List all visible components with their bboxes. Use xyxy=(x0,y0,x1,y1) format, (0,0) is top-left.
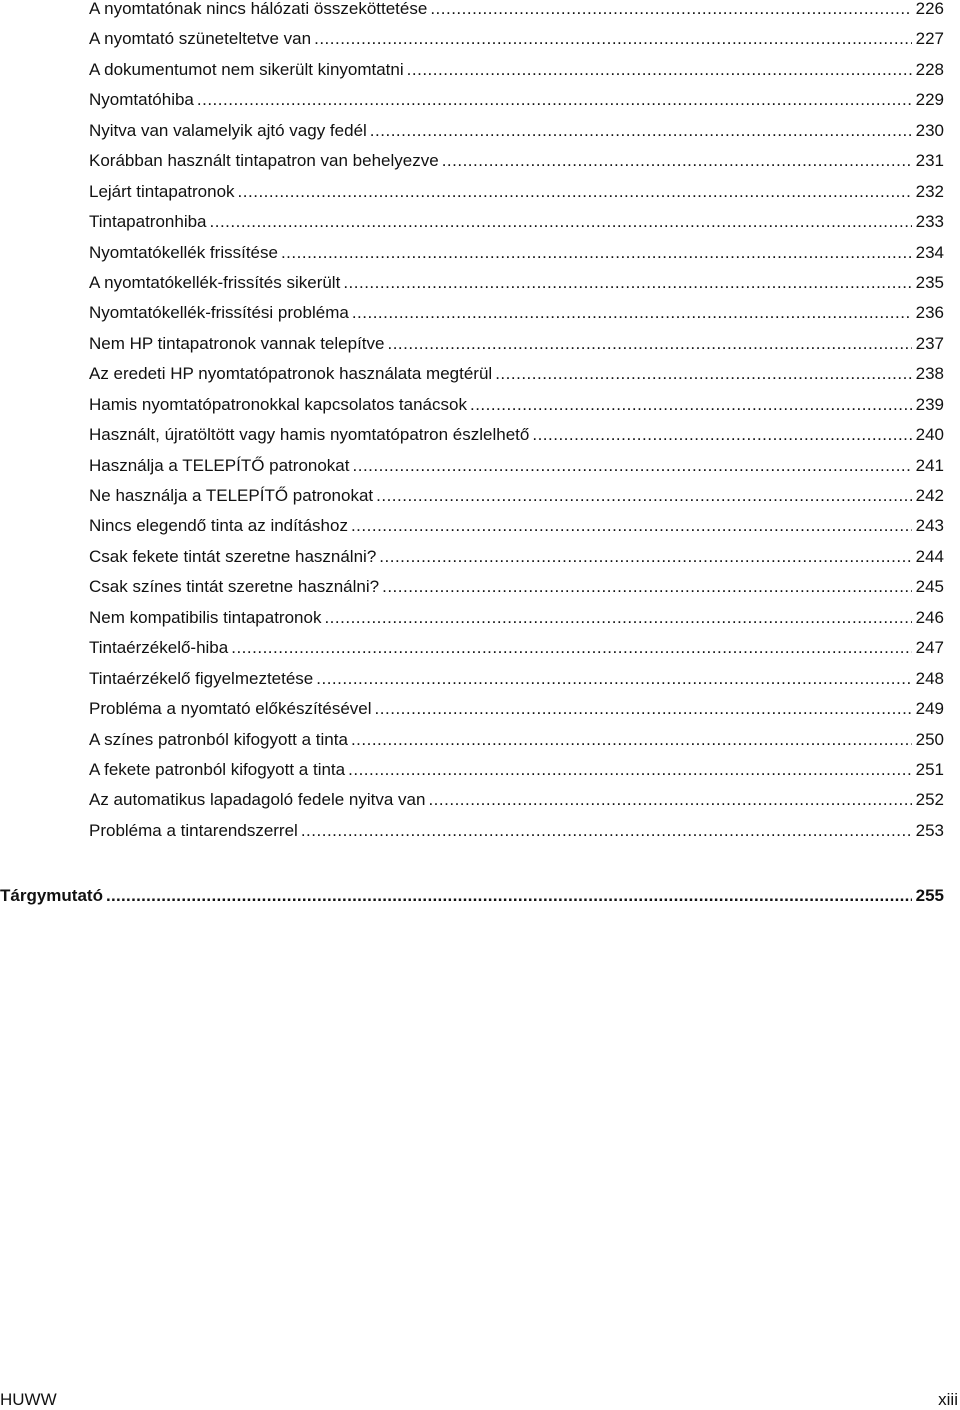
dot-leader xyxy=(353,451,912,481)
toc-entry-page: 233 xyxy=(915,212,944,232)
toc-entry-title: Használja a TELEPÍTŐ patronokat xyxy=(89,455,350,475)
toc-entry[interactable] xyxy=(89,146,944,176)
toc-entry-page: 229 xyxy=(915,90,944,110)
toc-entry[interactable] xyxy=(89,359,944,389)
toc-entry-title: Nincs elegendő tinta az indításhoz xyxy=(89,516,348,536)
dot-leader xyxy=(430,0,911,24)
index-entry[interactable] xyxy=(0,881,944,911)
dot-leader xyxy=(470,390,912,420)
toc-entry-title: A fekete patronból kifogyott a tinta xyxy=(89,759,346,779)
toc-entry[interactable] xyxy=(89,390,944,420)
toc-entry[interactable] xyxy=(89,55,944,85)
toc-entry[interactable] xyxy=(89,298,944,328)
toc-entry[interactable] xyxy=(89,177,944,207)
toc-entry[interactable] xyxy=(89,238,944,268)
toc-entry-title: A nyomtatókellék-frissítés sikerült xyxy=(89,272,341,292)
toc-entry-title: A színes patronból kifogyott a tinta xyxy=(89,729,348,749)
toc-entry-page: 242 xyxy=(915,486,944,505)
toc-entry-title: A dokumentumot nem sikerült kinyomtatni xyxy=(89,59,404,79)
toc-entry-page: 252 xyxy=(915,790,944,810)
toc-entry-title: Probléma a nyomtató előkészítésével xyxy=(89,699,372,719)
table-of-contents xyxy=(89,0,944,846)
toc-entry[interactable] xyxy=(89,116,944,146)
toc-entry[interactable] xyxy=(89,694,944,724)
toc-entry[interactable] xyxy=(89,755,944,785)
toc-entry-page: 241 xyxy=(915,455,944,475)
toc-entry[interactable] xyxy=(89,633,944,663)
dot-leader xyxy=(442,146,912,176)
toc-entry-page: 243 xyxy=(915,516,944,536)
toc-entry-page: 235 xyxy=(915,272,944,292)
toc-entry[interactable] xyxy=(89,268,944,298)
toc-entry[interactable] xyxy=(89,542,944,572)
toc-entry-title: Csak fekete tintát szeretne használni? xyxy=(89,546,377,566)
toc-entry[interactable] xyxy=(89,85,944,115)
toc-entry-page: 236 xyxy=(915,303,944,323)
toc-entry-page: 228 xyxy=(915,59,944,79)
toc-entry[interactable] xyxy=(89,572,944,602)
footer-locale-code: HUWW xyxy=(0,1390,57,1409)
dot-leader xyxy=(210,207,912,237)
toc-entry-title: Nyomtatókellék-frissítési probléma xyxy=(89,303,349,323)
toc-entry-page: 232 xyxy=(915,181,944,201)
toc-entry-page: 249 xyxy=(915,699,944,719)
dot-leader xyxy=(352,298,912,328)
toc-entry-title: Tintaérzékelő figyelmeztetése xyxy=(89,668,314,688)
toc-entry-page: 226 xyxy=(915,0,944,18)
toc-entry-title: Az automatikus lapadagoló fedele nyitva van xyxy=(89,790,426,810)
toc-entry[interactable] xyxy=(89,785,944,815)
toc-entry-page: 234 xyxy=(915,242,944,262)
toc-entry-page: 240 xyxy=(915,425,944,445)
toc-entry[interactable] xyxy=(89,420,944,450)
dot-leader xyxy=(281,238,912,268)
dot-leader xyxy=(495,359,911,389)
toc-entry-title: Ne használja a TELEPÍTŐ patronokat xyxy=(89,486,374,505)
dot-leader xyxy=(370,116,912,146)
toc-entry-title: Az eredeti HP nyomtatópatronok használata megtérül xyxy=(89,364,493,384)
toc-entry-title: Használt, újratöltött vagy hamis nyomtatópatron észlelhető xyxy=(89,425,530,445)
dot-leader xyxy=(407,55,912,85)
toc-entry[interactable] xyxy=(89,329,944,359)
toc-entry-title: Nyitva van valamelyik ajtó vagy fedél xyxy=(89,120,367,140)
toc-entry[interactable] xyxy=(89,481,944,511)
toc-entry-title: Korábban használt tintapatron van behelyezve xyxy=(89,151,439,171)
dot-leader xyxy=(376,481,912,511)
toc-entry-page: 246 xyxy=(915,607,944,627)
dot-leader xyxy=(375,694,912,724)
toc-entry[interactable] xyxy=(89,725,944,755)
toc-entry-title: Nem HP tintapatronok vannak telepítve xyxy=(89,333,385,353)
toc-entry-page: 230 xyxy=(915,120,944,140)
toc-entry-title: Probléma a tintarendszerrel xyxy=(89,820,298,840)
toc-entry-title: A nyomtatónak nincs hálózati összeköttetése xyxy=(89,0,428,18)
dot-leader xyxy=(532,420,911,450)
dot-leader xyxy=(428,785,911,815)
toc-entry[interactable] xyxy=(89,511,944,541)
toc-entry-title: Tintapatronhiba xyxy=(89,212,207,232)
toc-entry[interactable] xyxy=(89,603,944,633)
toc-entry-page: 244 xyxy=(915,546,944,566)
toc-entry-page: 231 xyxy=(915,151,944,171)
dot-leader xyxy=(314,24,912,54)
dot-leader xyxy=(382,572,912,602)
dot-leader xyxy=(343,268,911,298)
toc-entry-page: 237 xyxy=(915,333,944,353)
toc-entry-title: Csak színes tintát szeretne használni? xyxy=(89,577,380,597)
toc-entry-title: Nyomtatókellék frissítése xyxy=(89,242,278,262)
dot-leader xyxy=(238,177,912,207)
dot-leader xyxy=(231,633,911,663)
toc-entry-page: 238 xyxy=(915,364,944,384)
dot-leader xyxy=(324,603,911,633)
toc-entry-page: 247 xyxy=(915,638,944,658)
dot-leader xyxy=(351,725,912,755)
toc-entry-page: 253 xyxy=(915,820,944,840)
toc-entry-page: 248 xyxy=(915,668,944,688)
dot-leader xyxy=(387,329,911,359)
footer-page-number: xiii xyxy=(938,1390,958,1409)
toc-entry[interactable] xyxy=(89,664,944,694)
dot-leader xyxy=(301,816,912,846)
toc-entry-title: Hamis nyomtatópatronokkal kapcsolatos tanácsok xyxy=(89,394,467,414)
dot-leader xyxy=(316,664,911,694)
dot-leader xyxy=(379,542,911,572)
toc-entry-title: Tintaérzékelő-hiba xyxy=(89,638,229,658)
toc-entry-title: Lejárt tintapatronok xyxy=(89,181,235,201)
dot-leader xyxy=(348,755,912,785)
toc-entry-page: 250 xyxy=(915,729,944,749)
index-title: Tárgymutató xyxy=(0,886,103,905)
toc-entry-page: 251 xyxy=(915,759,944,779)
toc-entry[interactable] xyxy=(89,207,944,237)
toc-entry-page: 245 xyxy=(915,577,944,597)
dot-leader xyxy=(351,511,912,541)
toc-entry-title: Nem kompatibilis tintapatronok xyxy=(89,607,322,627)
toc-entry[interactable] xyxy=(89,24,944,54)
toc-entry-page: 239 xyxy=(915,394,944,414)
toc-entry[interactable] xyxy=(89,451,944,481)
toc-entry-page: 227 xyxy=(915,29,944,49)
toc-entry[interactable] xyxy=(89,816,944,846)
toc-entry-title: Nyomtatóhiba xyxy=(89,90,194,110)
index-page: 255 xyxy=(915,886,944,905)
toc-entry-title: A nyomtató szüneteltetve van xyxy=(89,29,312,49)
dot-leader xyxy=(106,881,912,911)
dot-leader xyxy=(197,85,912,115)
toc-entry[interactable] xyxy=(89,0,944,24)
